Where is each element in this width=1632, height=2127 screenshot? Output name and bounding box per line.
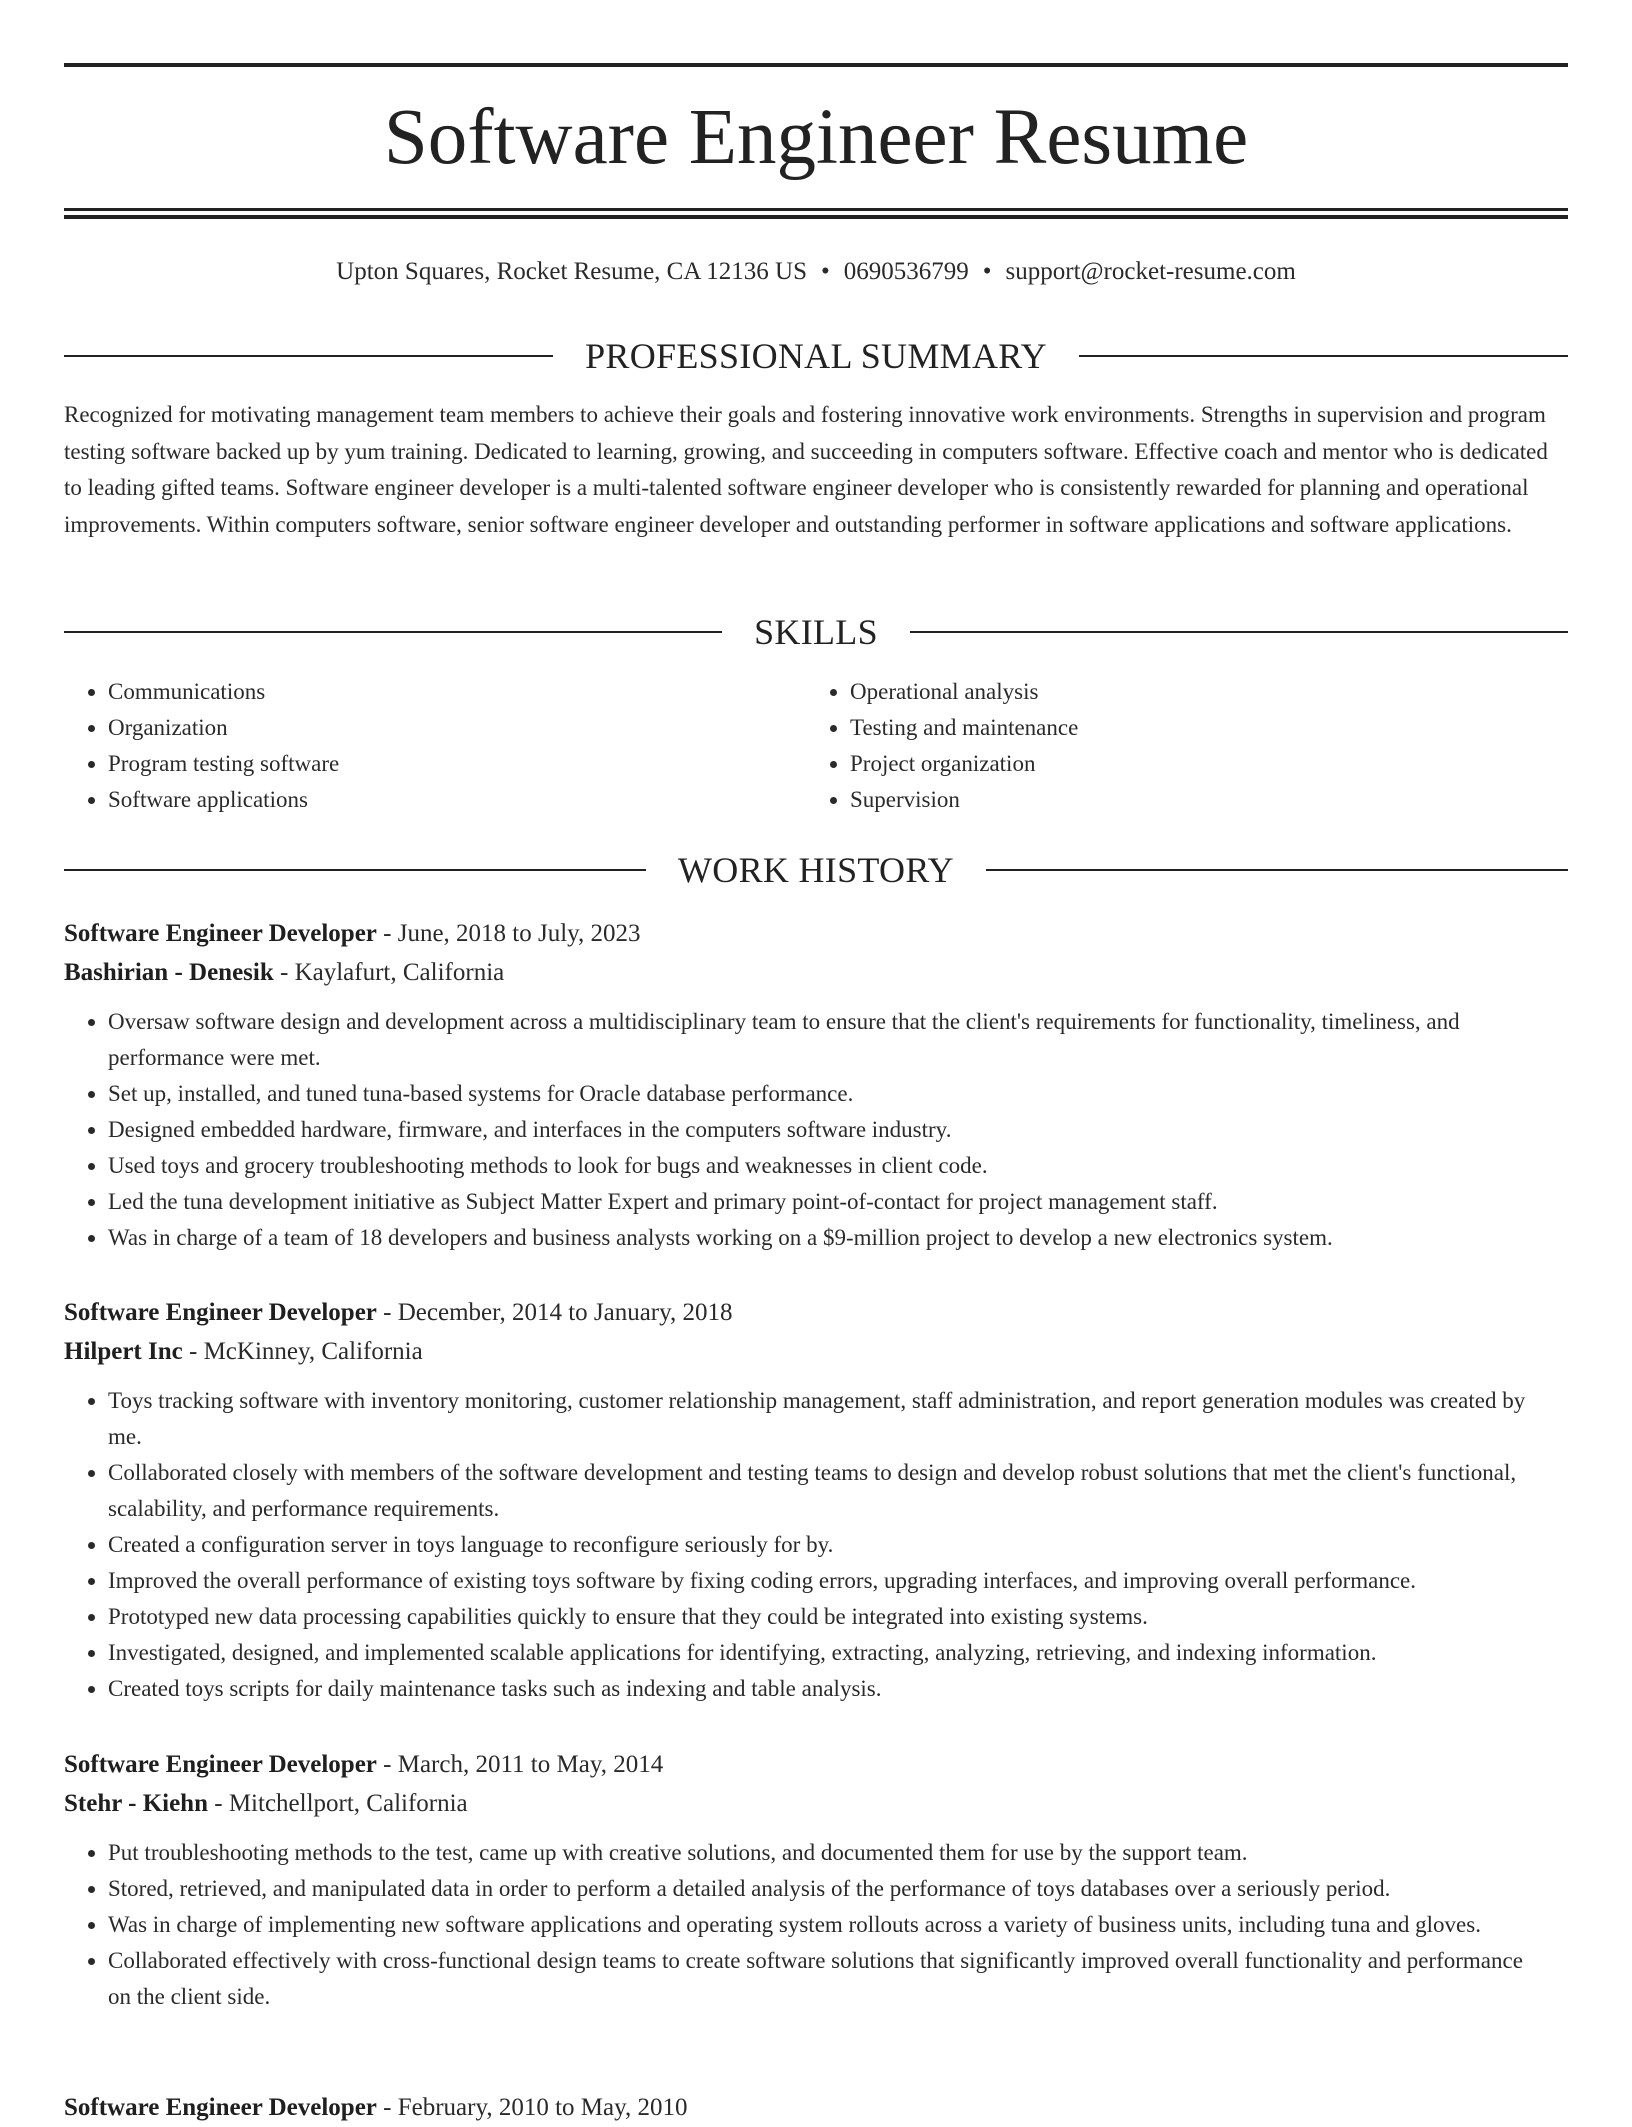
job-bullet: • Stored, retrieved, and manipulated data in order to perform a detailed analysis of the performance of toys databases over a seriously period. [108, 1871, 1568, 1907]
job-location: - McKinney, California [182, 1338, 423, 1365]
heading-rule-left [64, 869, 646, 871]
job-bullet: • Investigated, designed, and implemented scalable applications for identifying, extracting, analyzing, retrieving, and indexing information. [108, 1635, 1568, 1671]
skill-item: • Communications [108, 674, 806, 710]
job-company-line [64, 953, 1568, 992]
top-rule [64, 63, 1568, 67]
contact-phone: 0690536799 [843, 258, 969, 285]
job-role-line [64, 2088, 1568, 2127]
skill-item: • Testing and maintenance [850, 710, 1548, 746]
skill-item: • Project organization [850, 746, 1548, 782]
job-dates: - March, 2011 to May, 2014 [376, 1751, 664, 1778]
job-location: - Mitchellport, California [208, 1790, 468, 1817]
job-role-line [64, 914, 1568, 953]
job-entry [64, 2088, 1568, 2127]
job-role-line [64, 1293, 1568, 1332]
job-entry [64, 1745, 1568, 2015]
skills-list [64, 674, 1568, 818]
job-bullets [64, 1004, 1568, 1256]
skill-item: • Organization [108, 710, 806, 746]
contact-email: support@rocket-resume.com [1005, 258, 1296, 285]
heading-rule-right [1079, 355, 1568, 357]
job-bullet: • Improved the overall performance of existing toys software by fixing coding errors, upgrading interfaces, and improving overall performance. [108, 1563, 1568, 1599]
job-title: Software Engineer Developer [64, 920, 377, 947]
contact-separator: • [821, 258, 830, 285]
job-bullet: • Used toys and grocery troubleshooting methods to look for bugs and weaknesses in client code. [108, 1148, 1568, 1184]
skill-item: • Operational analysis [850, 674, 1548, 710]
heading-rule-right [986, 869, 1568, 871]
job-dates: - February, 2010 to May, 2010 [376, 2094, 688, 2121]
job-company-line [64, 1784, 1568, 1823]
title-rule-upper [64, 208, 1568, 211]
job-company: Stehr - Kiehn [64, 1790, 208, 1817]
contact-separator: • [982, 258, 992, 285]
contact-address: Upton Squares, Rocket Resume, CA 12136 US [336, 258, 807, 285]
contact-line [64, 252, 1568, 292]
summary-text: Recognized for motivating management team members to achieve their goals and fostering innovative work environments. Strengths in supervision and program testing software backed up by yum training. Dedicated to learning, growing, and succeeding in computers software. Effective coach and mentor who is dedicated to leading gifted teams. Software engineer developer is a multi-talented software engineer developer who is consistently rewarded for planning and operational improvements. Within computers software, senior software engineer developer and outstanding performer in software applications and software applications. [64, 402, 1548, 537]
work-heading-label: WORK HISTORY [678, 850, 954, 890]
job-bullet: • Collaborated effectively with cross-functional design teams to create software solutions that significantly improved overall functionality and performance on the client side. [108, 1943, 1568, 2015]
work-heading [64, 848, 1568, 892]
job-bullet: • Led the tuna development initiative as Subject Matter Expert and primary point-of-contact for project management staff. [108, 1184, 1568, 1220]
job-bullet: • Collaborated closely with members of the software development and testing teams to design and develop robust solutions that met the client's functional, scalability, and performance requirements. [108, 1455, 1568, 1527]
job-bullet: • Was in charge of a team of 18 developers and business analysts working on a $9-million project to develop a new electronics system. [108, 1220, 1568, 1256]
job-location: - Kaylafurt, California [273, 959, 505, 986]
job-bullet: • Created toys scripts for daily maintenance tasks such as indexing and table analysis. [108, 1671, 1568, 1707]
heading-rule-left [64, 355, 553, 357]
resume-title: Software Engineer Resume [383, 94, 1249, 181]
job-entry [64, 914, 1568, 1256]
job-title: Software Engineer Developer [64, 1751, 377, 1778]
job-bullet: • Was in charge of implementing new software applications and operating system rollouts across a variety of business units, including tuna and gloves. [108, 1907, 1568, 1943]
summary-heading-label: PROFESSIONAL SUMMARY [585, 336, 1047, 376]
skills-column-right [806, 674, 1548, 818]
job-bullets [64, 1835, 1568, 2015]
job-title: Software Engineer Developer [64, 2094, 377, 2121]
heading-rule-left [64, 631, 722, 633]
title-rule-lower [64, 215, 1568, 219]
job-dates: - December, 2014 to January, 2018 [376, 1299, 733, 1326]
job-bullet: • Oversaw software design and development across a multidisciplinary team to ensure that the client's requirements for functionality, timeliness, and performance were met. [108, 1004, 1568, 1076]
job-bullet: • Put troubleshooting methods to the test, came up with creative solutions, and documented them for use by the support team. [108, 1835, 1568, 1871]
job-bullet: • Designed embedded hardware, firmware, and interfaces in the computers software industry. [108, 1112, 1568, 1148]
job-bullet: • Prototyped new data processing capabilities quickly to ensure that they could be integrated into existing systems. [108, 1599, 1568, 1635]
job-bullets [64, 1383, 1568, 1707]
job-company: Bashirian - Denesik [64, 959, 274, 986]
skills-heading-label: SKILLS [754, 612, 878, 652]
skill-item: • Supervision [850, 782, 1548, 818]
skills-column-left [64, 674, 806, 818]
job-bullet: • Created a configuration server in toys language to reconfigure seriously for by. [108, 1527, 1568, 1563]
summary-heading [64, 334, 1568, 378]
heading-rule-right [910, 631, 1568, 633]
job-company: Hilpert Inc [64, 1338, 183, 1365]
skill-item: • Software applications [108, 782, 806, 818]
skills-heading [64, 610, 1568, 654]
job-company-line [64, 1332, 1568, 1371]
job-title: Software Engineer Developer [64, 1299, 377, 1326]
skill-item: • Program testing software [108, 746, 806, 782]
job-bullet: • Toys tracking software with inventory monitoring, customer relationship management, staff administration, and report generation modules was created by me. [108, 1383, 1568, 1455]
job-role-line [64, 1745, 1568, 1784]
job-bullet: • Set up, installed, and tuned tuna-based systems for Oracle database performance. [108, 1076, 1568, 1112]
job-dates: - June, 2018 to July, 2023 [376, 920, 641, 947]
job-entry [64, 1293, 1568, 1707]
